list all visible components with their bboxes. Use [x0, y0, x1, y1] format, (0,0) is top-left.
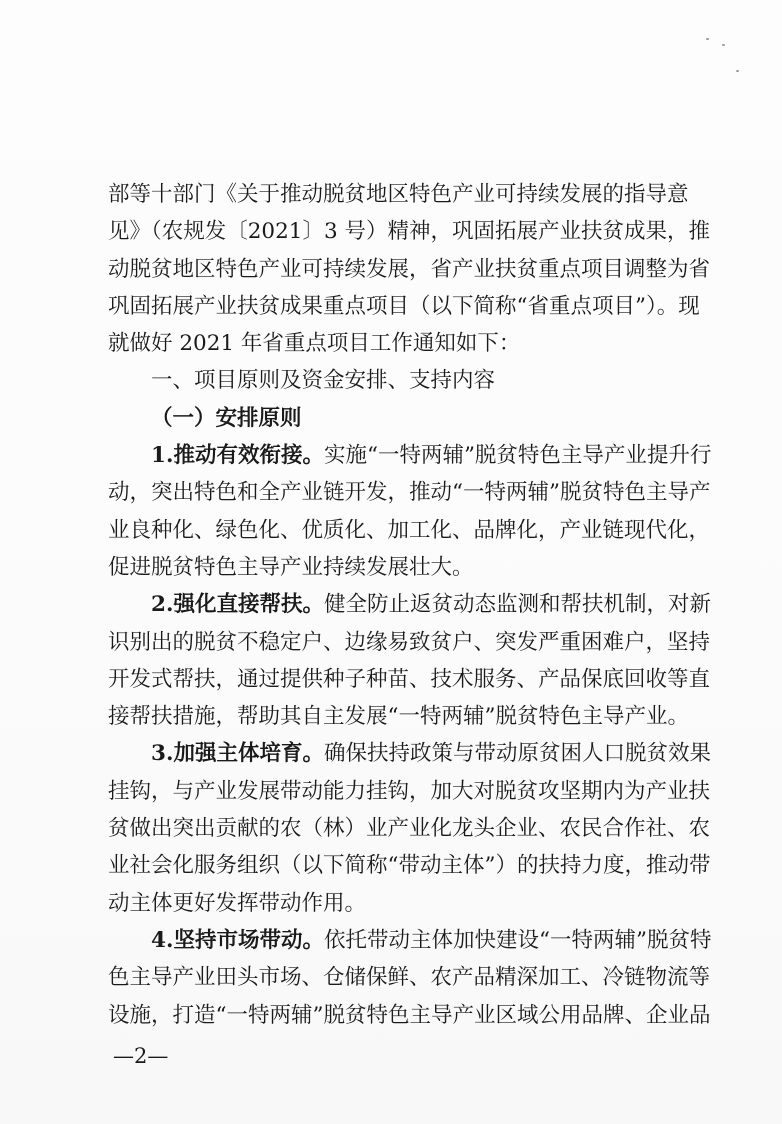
text-line: 挂钩，与产业发展带动能力挂钩，加大对脱贫攻坚期内为产业扶	[108, 778, 711, 804]
document-body	[108, 176, 712, 1034]
text-line: 业社会化服务组织（以下简称“带动主体”）的扶持力度，推动带	[108, 853, 711, 879]
paragraph-first-line	[108, 586, 711, 623]
page-number: —2—	[113, 1044, 169, 1068]
scan-speck	[722, 44, 725, 46]
text-line: 接帮扶措施，帮助其自主发展“一特两辅”脱贫特色主导产业。	[108, 704, 689, 730]
paragraph-text: 依托带动主体加快建设“一特两辅”脱贫特	[323, 927, 712, 953]
paragraph-lead: 3.加强主体培育。	[151, 741, 324, 767]
paragraph-lead: 2.强化直接帮扶。	[151, 592, 324, 618]
text-line: 动脱贫地区特色产业可持续发展，省产业扶贫重点项目调整为省	[108, 256, 711, 282]
text-line: 部等十部门《关于推动脱贫地区特色产业可持续发展的指导意	[108, 182, 689, 207]
paragraph-first-line	[108, 922, 712, 959]
paragraph-text: 确保扶持政策与带动原贫困人口脱贫效果	[323, 741, 711, 767]
section-heading: 一、项目原则及资金安排、支持内容	[151, 368, 496, 394]
text-line: 开发式帮扶，通过提供种子种苗、技术服务、产品保底回收等直	[108, 666, 711, 692]
subsection-heading: （一）安排原则	[151, 405, 302, 431]
paragraph-first-line	[108, 735, 711, 772]
text-line: 动主体更好发挥带动作用。	[108, 890, 367, 916]
text-line: 就做好 2021 年省重点项目工作通知如下：	[108, 331, 521, 357]
text-line: 业良种化、绿色化、优质化、加工化、品牌化，产业链现代化，	[108, 517, 711, 543]
paragraph-first-line	[108, 437, 712, 474]
scan-speck	[736, 70, 739, 72]
paragraph-text: 健全防止返贫动态监测和帮扶机制，对新	[323, 592, 711, 618]
text-line: 巩固拓展产业扶贫成果重点项目（以下简称“省重点项目”）。现	[108, 293, 700, 319]
paragraph-lead: 4.坚持市场带动。	[151, 927, 324, 953]
paragraph-text: 实施“一特两辅”脱贫特色主导产业提升行	[323, 443, 712, 469]
text-line: 设施，打造“一特两辅”脱贫特色主导产业区域公用品牌、企业品	[108, 1002, 711, 1028]
text-line: 促进脱贫特色主导产业持续发展壮大。	[108, 554, 474, 580]
text-line: 贫做出突出贡献的农（林）业产业化龙头企业、农民合作社、农	[108, 816, 711, 842]
paragraph-lead: 1.推动有效衔接。	[151, 443, 324, 469]
text-line: 识别出的脱贫不稳定户、边缘易致贫户、突发严重困难户，坚持	[108, 629, 711, 655]
text-line: 色主导产业田头市场、仓储保鲜、农产品精深加工、冷链物流等	[108, 965, 711, 991]
text-line: 见》（农规发〔2021〕3 号）精神，巩固拓展产业扶贫成果，推	[108, 219, 710, 245]
scan-speck	[706, 38, 709, 40]
text-line: 动，突出特色和全产业链开发，推动“一特两辅”脱贫特色主导产	[108, 480, 711, 506]
